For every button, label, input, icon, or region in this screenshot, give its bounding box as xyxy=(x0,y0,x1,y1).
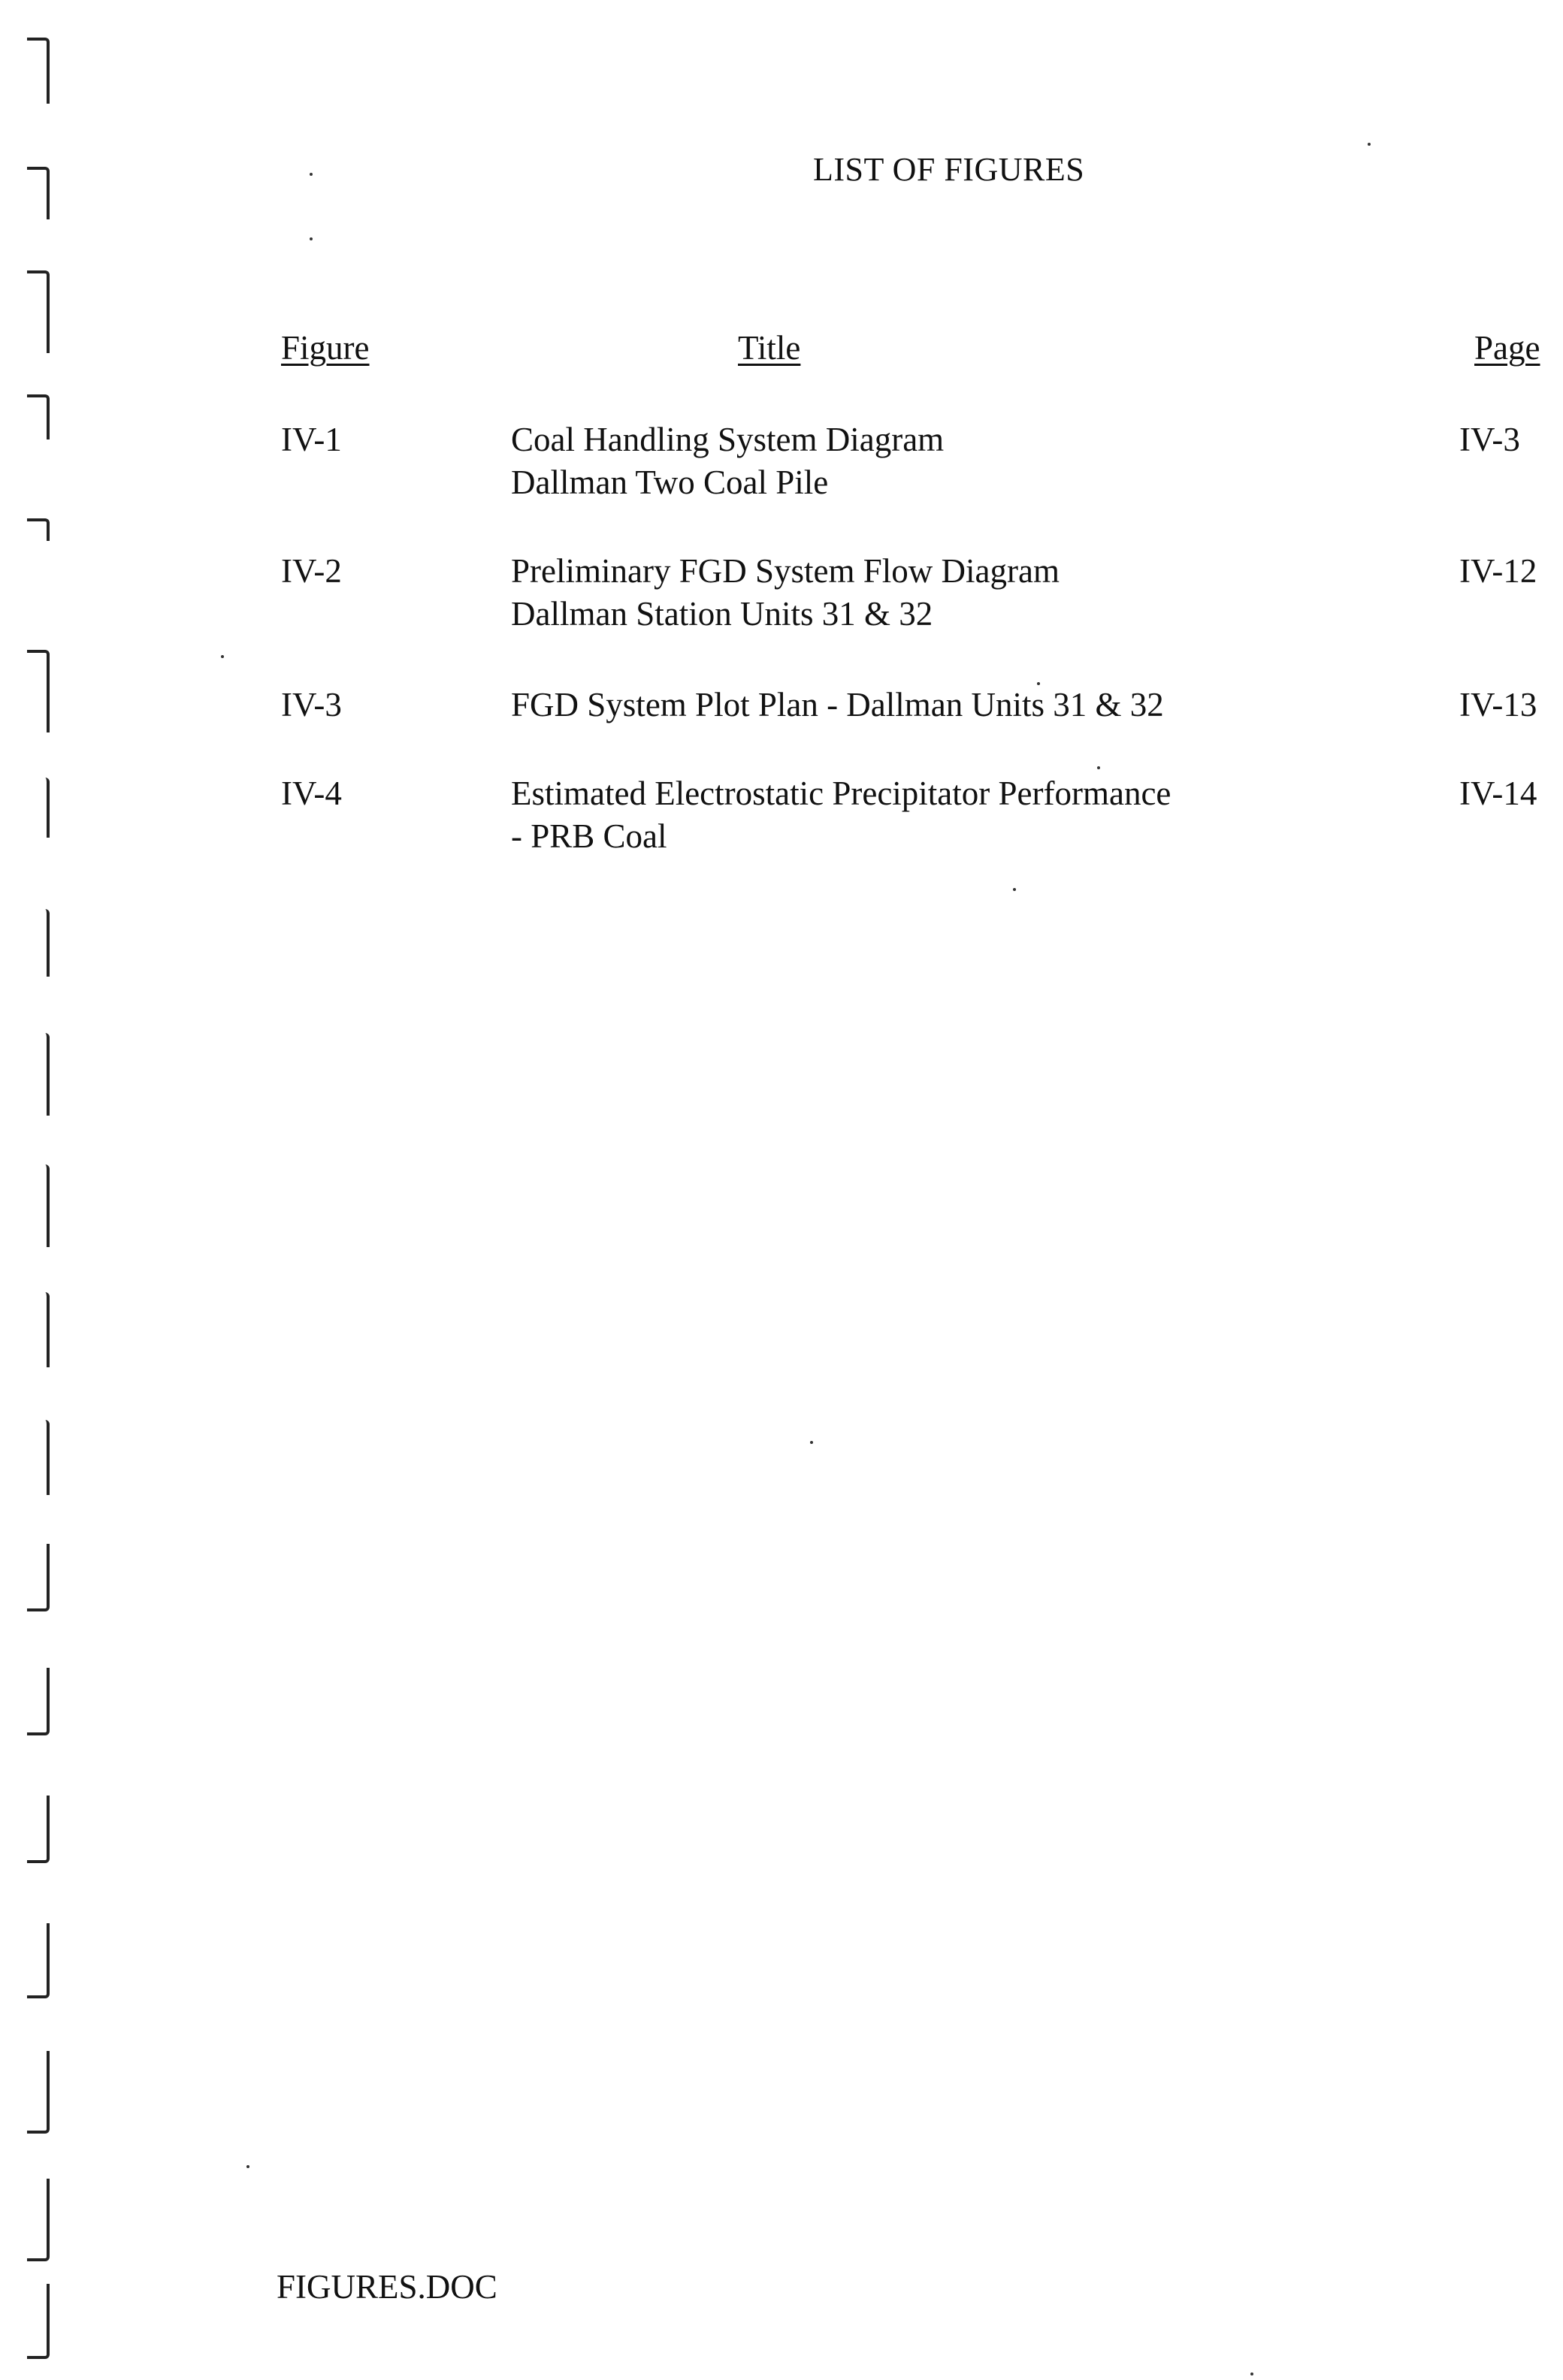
figure-number: IV-2 xyxy=(281,552,342,590)
figure-title-line: Coal Handling System Diagram xyxy=(511,421,945,458)
footer-filename: FIGURES.DOC xyxy=(277,2268,497,2306)
figure-title xyxy=(511,418,944,504)
figure-number: IV-3 xyxy=(281,686,342,723)
binder-mark xyxy=(27,1668,50,1735)
figure-title-line: - PRB Coal xyxy=(511,817,667,855)
scan-speck xyxy=(1013,888,1016,891)
binder-mark xyxy=(27,1292,50,1367)
scan-speck xyxy=(1368,143,1371,146)
binder-mark xyxy=(27,778,50,838)
figure-page: IV-12 xyxy=(1459,552,1537,590)
scan-speck xyxy=(310,173,313,176)
binder-mark xyxy=(27,1033,50,1116)
column-header-page: Page xyxy=(1474,329,1540,367)
figure-number: IV-1 xyxy=(281,421,342,458)
page-title: LIST OF FIGURES xyxy=(813,151,1085,188)
scan-speck xyxy=(310,237,313,240)
scan-speck xyxy=(246,2165,249,2168)
figure-title xyxy=(511,684,1164,726)
binder-mark xyxy=(27,1420,50,1495)
binder-mark xyxy=(27,270,50,353)
figure-page: IV-13 xyxy=(1459,686,1537,723)
binder-mark xyxy=(27,2179,50,2261)
binder-mark xyxy=(27,1796,50,1863)
binder-mark xyxy=(27,518,50,541)
figure-number: IV-4 xyxy=(281,775,342,812)
scan-speck xyxy=(810,1441,813,1444)
binder-mark xyxy=(27,1923,50,1998)
figure-page: IV-3 xyxy=(1459,421,1520,458)
binder-mark xyxy=(27,167,50,219)
figure-page: IV-14 xyxy=(1459,775,1537,812)
scan-speck xyxy=(1097,766,1100,769)
figure-title-line: Dallman Station Units 31 & 32 xyxy=(511,595,933,633)
figure-title-line: FGD System Plot Plan - Dallman Units 31 & 32 xyxy=(511,686,1164,723)
column-header-figure: Figure xyxy=(281,329,370,367)
figure-title-line: Dallman Two Coal Pile xyxy=(511,464,829,501)
figure-title-line: Preliminary FGD System Flow Diagram xyxy=(511,552,1060,590)
figure-title xyxy=(511,772,1171,858)
figure-title-line: Estimated Electrostatic Precipitator Performance xyxy=(511,775,1171,812)
scan-speck xyxy=(1250,2372,1253,2375)
column-header-title: Title xyxy=(738,329,801,367)
binder-mark xyxy=(27,394,50,439)
binder-mark xyxy=(27,1544,50,1611)
binder-mark xyxy=(27,650,50,732)
binder-mark xyxy=(27,38,50,104)
scan-speck xyxy=(221,655,224,658)
binder-mark xyxy=(27,2284,50,2359)
figure-title xyxy=(511,550,1060,636)
binder-mark xyxy=(27,1164,50,1247)
binder-mark xyxy=(27,909,50,977)
binder-mark xyxy=(27,2051,50,2134)
